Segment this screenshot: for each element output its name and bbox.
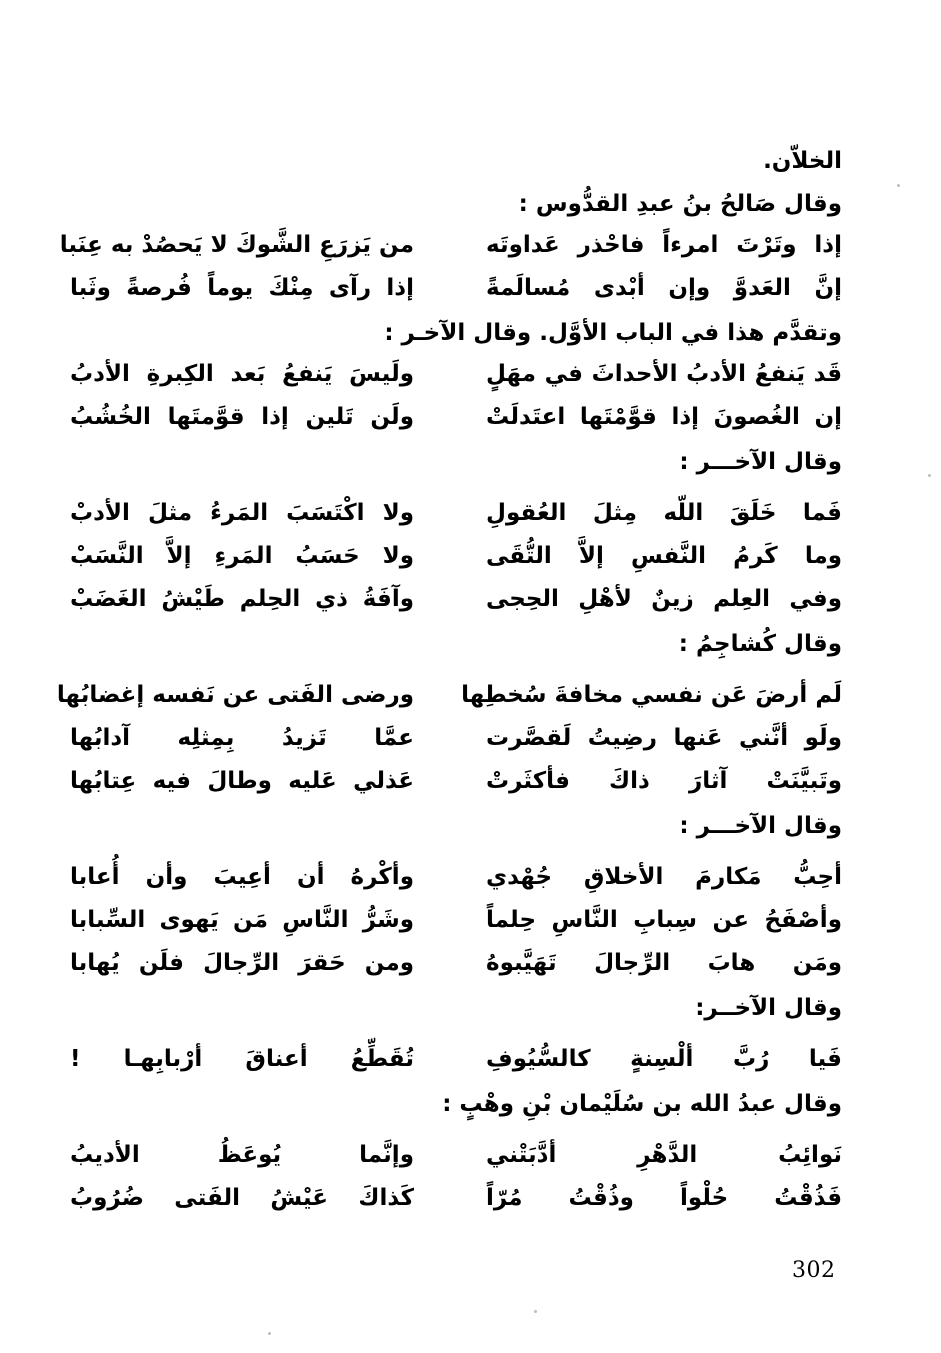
first-hemistich: إنَّ العَدوَّ وإن أبْدى مُسالَمةً (486, 275, 842, 301)
second-hemistich: ولا اكْتَسَبَ المَرءُ مثلَ الأدبْ (70, 500, 414, 526)
second-hemistich: تُقَطِّعُ أعناقَ أرْبابِهـا ! (70, 1046, 414, 1072)
first-hemistich: وما كَرمُ النَّفسِ إلاَّ التُّقَى (486, 543, 842, 569)
spacer (70, 1028, 842, 1038)
scan-speck (534, 1310, 537, 1313)
verse-couplet (70, 760, 842, 803)
first-hemistich: فَما خَلَقَ اللّه مِثلَ العُقولِ (486, 500, 842, 526)
verse-couplet (70, 267, 842, 310)
spacer (70, 664, 842, 674)
verse-couplet (70, 492, 842, 535)
verse-couplet (70, 1038, 842, 1081)
verse-couplet (70, 717, 842, 760)
prose-line: وقال الآخـــر : (679, 449, 842, 475)
first-hemistich: فَذُقْتُ حُلْواً وذُقْتُ مُرّاً (486, 1185, 842, 1211)
page-number: 302 (792, 1258, 836, 1283)
verse-couplet (70, 535, 842, 578)
spacer (70, 846, 842, 856)
first-hemistich: وفي العِلم زينٌ لأهْلِ الحِجى (486, 586, 842, 612)
verse-couplet (70, 396, 842, 439)
first-hemistich: ومَن هابَ الرِّجالَ تَهَيَّبوهُ (486, 950, 842, 976)
first-hemistich: ولَو أنَّني عَنها رضِيتُ لَقصَّرت (486, 725, 842, 751)
spacer (70, 482, 842, 492)
second-hemistich: ورضى الفَتى عن نَفسه إغضابُها (56, 682, 414, 708)
first-hemistich: نَوائِبُ الدَّهْرِ أدَّبَتْني (486, 1142, 842, 1168)
verse-couplet (56, 674, 842, 717)
prose-line: وقال الآخــر: (695, 995, 842, 1021)
verse-couplet (59, 224, 842, 267)
prose-line: وقال صَالحُ بنُ عبدِ القدُّوس : (518, 191, 842, 217)
verse-couplet (70, 578, 842, 621)
first-hemistich: إن الغُصونَ إذا قوَّمْتَها اعتَدلَتْ (486, 404, 842, 430)
first-hemistich: وتَبيَّنَتْ آثارَ ذاكَ فأكثَرتْ (486, 768, 842, 794)
second-hemistich: عمَّا تَزيدُ بِمِثلِه آدابُها (70, 725, 414, 751)
verse-couplet (70, 942, 842, 985)
second-hemistich: ولا حَسَبُ المَرءِ إلاَّ النَّسَبْ (70, 543, 414, 569)
second-hemistich: وشَرُّ النَّاسِ مَن يَهوى السِّبابا (70, 907, 414, 933)
second-hemistich: من يَزرَعِ الشَّوكَ لا يَحصُدْ به عِنَبا (59, 232, 414, 258)
prose-line: الخلاّن. (763, 148, 842, 174)
second-hemistich: إذا رآى مِنْكَ يوماً فُرصةً وثَبا (70, 275, 414, 301)
first-hemistich: أحِبُّ مَكارمَ الأخلاقِ جُهْدي (486, 864, 842, 890)
first-hemistich: قَد يَنفعُ الأدبُ الأحداثَ في مهَلٍ (486, 361, 842, 387)
second-hemistich: ولَن تَلين إذا قوَّمتَها الخُشُبُ (70, 404, 414, 430)
verse-couplet (70, 1134, 842, 1177)
scan-speck (928, 474, 931, 477)
second-hemistich: عَذلي عَليه وطالَ فيه عِتابُها (70, 768, 414, 794)
spacer (70, 1124, 842, 1134)
verse-couplet (70, 1177, 842, 1220)
second-hemistich: وآفَةُ ذي الحِلم طَيْشُ الغَضَبْ (70, 586, 414, 612)
second-hemistich: وأكْرهُ أن أعِيبَ وأن أُعابا (70, 864, 414, 890)
second-hemistich: ولَيسَ يَنفعُ بَعد الكِبرةِ الأدبُ (70, 361, 414, 387)
verse-couplet (70, 353, 842, 396)
second-hemistich: كَذاكَ عَيْشُ الفَتى ضُرُوبُ (70, 1185, 414, 1211)
prose-line: وقال كُشاجِمُ : (678, 631, 842, 657)
prose-line: وقال عبدُ الله بن سُلَيْمان بْنِ وهْبٍ : (442, 1091, 842, 1117)
second-hemistich: ومن حَقرَ الرِّجالَ فلَن يُهابا (70, 950, 414, 976)
page-text (56, 138, 842, 1220)
scan-speck (897, 184, 900, 187)
second-hemistich: وإنَّما يُوعَظُ الأديبُ (70, 1142, 414, 1168)
verse-couplet (70, 856, 842, 899)
first-hemistich: وأصْفَحُ عن سِبابِ النَّاسِ حِلماً (486, 907, 842, 933)
scan-speck (268, 1332, 271, 1335)
prose-line: وقال الآخـــر : (679, 813, 842, 839)
first-hemistich: لَم أرضَ عَن نفسي مخافةَ سُخطِها (461, 682, 842, 708)
prose-line: وتقدَّم هذا في الباب الأوَّل. وقال الآخـر : (384, 320, 842, 346)
verse-couplet (70, 899, 842, 942)
first-hemistich: فَيا رُبَّ ألْسِنةٍ كالسُّيُوفِ (486, 1046, 842, 1072)
first-hemistich: إذا وتَرْتَ امرءاً فاحْذر عَداوتَه (486, 232, 842, 258)
